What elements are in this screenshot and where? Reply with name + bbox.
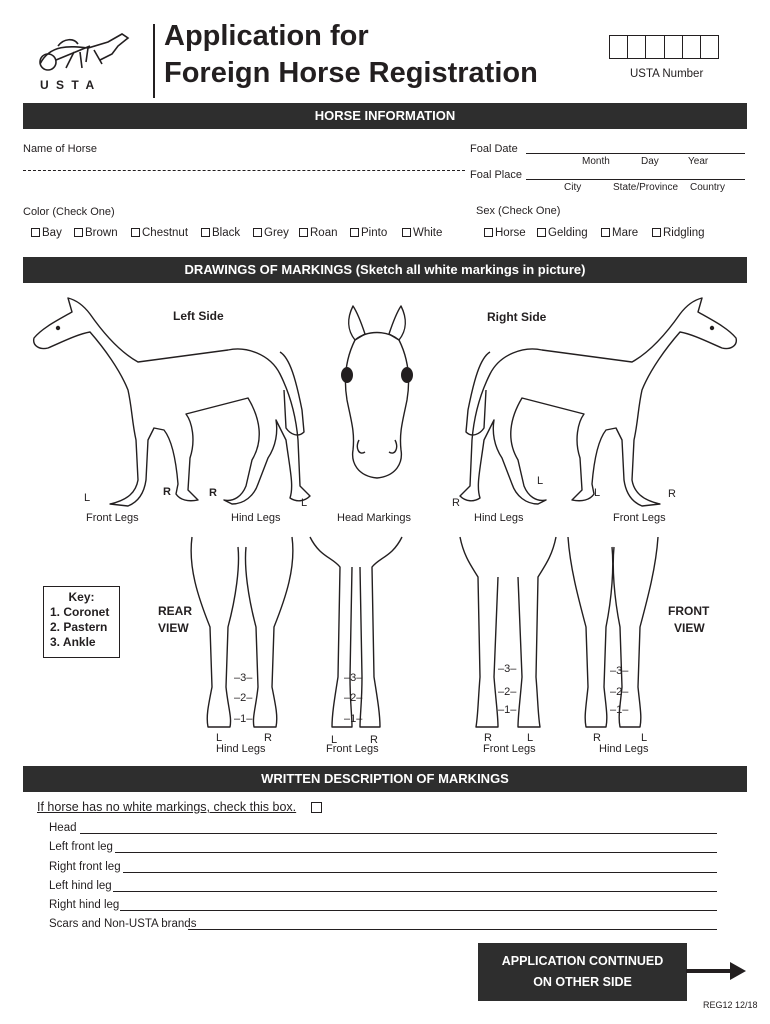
- checkbox[interactable]: [350, 228, 359, 237]
- checkbox[interactable]: [601, 228, 610, 237]
- key-box: [43, 586, 120, 658]
- front-view-front-legs-drawing[interactable]: [458, 537, 558, 732]
- left-hind-leg-field[interactable]: [113, 891, 717, 892]
- scars-brands-field[interactable]: [188, 929, 717, 930]
- mark-ankle: –3–: [610, 665, 629, 677]
- marker-l: L: [331, 734, 338, 746]
- head-markings-label: Head Markings: [337, 512, 411, 524]
- marker-r: R: [209, 487, 217, 499]
- day-label: Day: [641, 156, 659, 167]
- head-markings-drawing[interactable]: [337, 300, 417, 490]
- page-title-line2: Foreign Horse Registration: [164, 57, 538, 89]
- hind-legs-label: Hind Legs: [216, 743, 266, 755]
- right-side-label: Right Side: [487, 310, 547, 324]
- logo-text: U S T A: [40, 78, 97, 92]
- head-row-label: Head: [49, 822, 77, 834]
- horse-sulky-logo-icon: [30, 24, 140, 79]
- mark-pastern: –2–: [610, 686, 629, 698]
- color-option-brown[interactable]: Brown: [74, 227, 118, 239]
- color-option-black[interactable]: Black: [201, 227, 240, 239]
- foal-place-field[interactable]: [526, 179, 745, 180]
- continued-line-2: ON OTHER SIDE: [533, 975, 632, 989]
- color-label: Color (Check One): [23, 206, 115, 218]
- section-drawings-of-markings: DRAWINGS OF MARKINGS (Sketch all white markings in picture): [23, 257, 747, 283]
- usta-number-boxes[interactable]: [609, 35, 719, 59]
- section-written-description: WRITTEN DESCRIPTION OF MARKINGS: [23, 766, 747, 792]
- application-continued-box: [478, 943, 687, 1001]
- mark-ankle: –3–: [498, 663, 517, 675]
- scars-brands-label: Scars and Non-USTA brands: [49, 918, 197, 930]
- mark-ankle: –3–: [234, 672, 253, 684]
- front-legs-label: Front Legs: [483, 743, 536, 755]
- marker-r: R: [452, 497, 460, 509]
- mark-coronet: –1–: [234, 713, 253, 725]
- section-horse-information: HORSE INFORMATION: [23, 103, 747, 129]
- marker-l: L: [301, 497, 308, 509]
- checkbox[interactable]: [652, 228, 661, 237]
- marker-r: R: [668, 488, 676, 500]
- color-option-bay[interactable]: Bay: [31, 227, 62, 239]
- mark-coronet: –1–: [498, 704, 517, 716]
- hind-legs-label: Hind Legs: [231, 512, 281, 524]
- hind-legs-label: Hind Legs: [474, 512, 524, 524]
- front-legs-label: Front Legs: [613, 512, 666, 524]
- marker-l: L: [594, 487, 601, 499]
- marker-l: L: [216, 732, 223, 744]
- sex-option-gelding[interactable]: Gelding: [537, 227, 588, 239]
- hind-legs-label: Hind Legs: [599, 743, 649, 755]
- head-field[interactable]: [80, 833, 717, 834]
- right-hind-leg-label: Right hind leg: [49, 899, 120, 911]
- city-label: City: [564, 182, 582, 193]
- left-front-leg-field[interactable]: [115, 852, 717, 853]
- rear-view-label-1: REAR: [158, 604, 193, 618]
- form-code: REG12 12/18: [703, 1000, 758, 1010]
- key-item: 2. Pastern: [50, 620, 108, 634]
- key-title: Key:: [68, 590, 95, 604]
- checkbox[interactable]: [537, 228, 546, 237]
- no-markings-instruction: If horse has no white markings, check this box.: [37, 800, 297, 814]
- checkbox[interactable]: [201, 228, 210, 237]
- color-option-white[interactable]: White: [402, 227, 442, 239]
- left-front-leg-label: Left front leg: [49, 841, 113, 853]
- page-title-line1: Application for: [164, 20, 369, 52]
- checkbox[interactable]: [31, 228, 40, 237]
- marker-r: R: [370, 734, 378, 746]
- marker-l: L: [537, 475, 544, 487]
- checkbox[interactable]: [131, 228, 140, 237]
- key-item: 3. Ankle: [50, 635, 96, 649]
- no-markings-checkbox[interactable]: [311, 802, 322, 813]
- header-divider: [153, 24, 155, 98]
- checkbox[interactable]: [299, 228, 308, 237]
- front-legs-label: Front Legs: [326, 743, 379, 755]
- rear-view-label-2: VIEW: [158, 621, 189, 635]
- marker-r: R: [163, 486, 171, 498]
- marker-l: L: [527, 732, 534, 744]
- mark-coronet: –1–: [344, 713, 363, 725]
- continued-line-1: APPLICATION CONTINUED: [501, 954, 664, 968]
- front-view-label-2: VIEW: [674, 621, 705, 635]
- front-view-hind-legs-drawing[interactable]: [568, 537, 658, 732]
- right-hind-leg-field[interactable]: [120, 910, 717, 911]
- year-label: Year: [688, 156, 709, 167]
- mark-pastern: –2–: [344, 692, 363, 704]
- color-option-roan[interactable]: Roan: [299, 227, 338, 239]
- marker-l: L: [641, 732, 648, 744]
- foal-date-field[interactable]: [526, 153, 745, 154]
- left-hind-leg-label: Left hind leg: [49, 880, 112, 892]
- sex-option-ridgling[interactable]: Ridgling: [652, 227, 705, 239]
- marker-l: L: [84, 492, 91, 504]
- key-item: 1. Coronet: [50, 605, 110, 619]
- marker-r: R: [593, 732, 601, 744]
- sex-label: Sex (Check One): [476, 205, 561, 217]
- name-of-horse-label: Name of Horse: [23, 143, 97, 155]
- marker-r: R: [264, 732, 272, 744]
- mark-coronet: –1–: [610, 704, 629, 716]
- color-option-pinto[interactable]: Pinto: [350, 227, 387, 239]
- name-of-horse-field[interactable]: [23, 170, 465, 171]
- sex-option-mare[interactable]: Mare: [601, 227, 638, 239]
- country-label: Country: [690, 182, 726, 193]
- left-side-horse-drawing[interactable]: [28, 290, 318, 510]
- sex-option-horse[interactable]: Horse: [484, 227, 526, 239]
- right-front-leg-label: Right front leg: [49, 861, 121, 873]
- checkbox[interactable]: [74, 228, 83, 237]
- left-side-label: Left Side: [173, 309, 224, 323]
- arrow-right-icon: [686, 960, 748, 982]
- mark-pastern: –2–: [234, 692, 253, 704]
- mark-pastern: –2–: [498, 686, 517, 698]
- checkbox[interactable]: [253, 228, 262, 237]
- mark-ankle: –3–: [344, 672, 363, 684]
- foal-place-label: Foal Place: [470, 169, 522, 181]
- right-front-leg-field[interactable]: [123, 872, 717, 873]
- color-option-grey[interactable]: Grey: [253, 227, 289, 239]
- month-label: Month: [582, 156, 610, 167]
- state-label: State/Province: [613, 182, 679, 193]
- usta-number-label: USTA Number: [630, 68, 704, 80]
- marker-r: R: [484, 732, 492, 744]
- usta-logo: [30, 24, 140, 94]
- foal-date-label: Foal Date: [470, 143, 518, 155]
- front-legs-label: Front Legs: [86, 512, 139, 524]
- color-option-chestnut[interactable]: Chestnut: [131, 227, 188, 239]
- checkbox[interactable]: [402, 228, 411, 237]
- checkbox[interactable]: [484, 228, 493, 237]
- front-view-label-1: FRONT: [668, 604, 710, 618]
